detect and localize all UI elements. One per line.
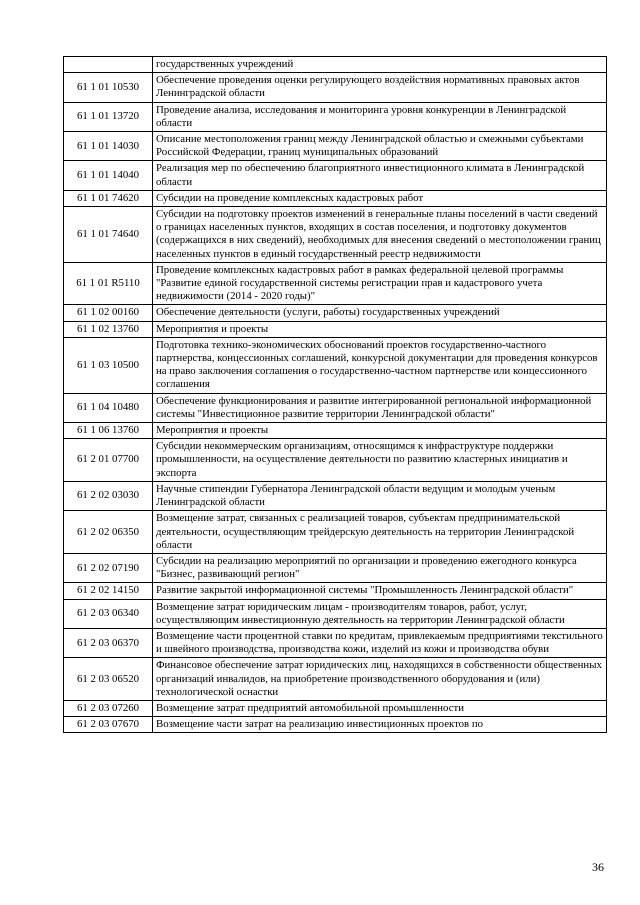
table-row	[64, 511, 607, 554]
row-name: Возмещение части затрат на реализацию инвестиционных проектов по	[153, 717, 607, 733]
row-name: государственных учреждений	[153, 57, 607, 73]
table-row	[64, 423, 607, 439]
table-row	[64, 321, 607, 337]
row-name: Возмещение части процентной ставки по кредитам, привлекаемым предприятиями текстильного и швейного производства, производства кожи, изделий из кожи и производства обуви	[153, 628, 607, 657]
table-row	[64, 481, 607, 510]
table-row	[64, 161, 607, 190]
row-code: 61 2 02 14150	[64, 583, 153, 599]
row-name: Субсидии на реализацию мероприятий по организации и проведению ежегодного конкурса "Бизнес, развивающий регион"	[153, 553, 607, 582]
row-name: Обеспечение деятельности (услуги, работы) государственных учреждений	[153, 305, 607, 321]
table-row	[64, 305, 607, 321]
table-row	[64, 439, 607, 482]
row-name: Субсидии на подготовку проектов изменений в генеральные планы поселений в части сведений о границах населенных пунктов, входящих в состав поселения, и подготовку документов (содержащихся в них сведений), необходимых для внесения сведений о местоположении границ населенных пунктов в единый государственный реестр недвижимости	[153, 207, 607, 263]
row-code: 61 2 01 07700	[64, 439, 153, 482]
row-code: 61 1 04 10480	[64, 393, 153, 422]
table-row	[64, 553, 607, 582]
row-code: 61 1 01 74640	[64, 207, 153, 263]
row-name: Субсидии на проведение комплексных кадастровых работ	[153, 190, 607, 206]
budget-classification-table	[63, 56, 607, 733]
table-row	[64, 337, 607, 393]
row-code: 61 1 01 R5110	[64, 262, 153, 305]
row-code: 61 2 03 07260	[64, 700, 153, 716]
row-code: 61 2 03 07670	[64, 717, 153, 733]
table-row	[64, 658, 607, 701]
table-row	[64, 393, 607, 422]
row-code: 61 1 01 10530	[64, 73, 153, 102]
table-row	[64, 583, 607, 599]
table-row	[64, 700, 607, 716]
table-body	[64, 57, 607, 733]
row-code	[64, 57, 153, 73]
table-row	[64, 190, 607, 206]
table-row	[64, 599, 607, 628]
row-code: 61 1 02 00160	[64, 305, 153, 321]
row-code: 61 2 03 06520	[64, 658, 153, 701]
page-number: 36	[592, 860, 604, 874]
row-code: 61 1 01 13720	[64, 102, 153, 131]
row-name: Обеспечение проведения оценки регулирующего воздействия нормативных правовых актов Ленинградской области	[153, 73, 607, 102]
row-code: 61 2 02 07190	[64, 553, 153, 582]
row-name: Описание местоположения границ между Ленинградской областью и смежными субъектами Российской Федерации, границ муниципальных образований	[153, 132, 607, 161]
table-row	[64, 57, 607, 73]
row-code: 61 1 06 13760	[64, 423, 153, 439]
row-name: Возмещение затрат юридическим лицам - производителям товаров, работ, услуг, осуществляющим инвестиционную деятельность на территории Ленинградской области	[153, 599, 607, 628]
row-name: Мероприятия и проекты	[153, 423, 607, 439]
row-name: Субсидии некоммерческим организациям, относящимся к инфраструктуре поддержки промышленности, на осуществление деятельности по развитию кластерных инициатив и экспорта	[153, 439, 607, 482]
row-code: 61 1 03 10500	[64, 337, 153, 393]
table-row	[64, 207, 607, 263]
row-code: 61 2 03 06370	[64, 628, 153, 657]
row-name: Развитие закрытой информационной системы "Промышленность Ленинградской области"	[153, 583, 607, 599]
row-name: Финансовое обеспечение затрат юридических лиц, находящихся в собственности общественных организаций инвалидов, на приобретение производственного оборудования и (или) технологической оснастки	[153, 658, 607, 701]
table-row	[64, 262, 607, 305]
row-name: Возмещение затрат, связанных с реализацией товаров, субъектам предпринимательской деятельности, осуществляющим трейдерскую деятельность на территории Ленинградской области	[153, 511, 607, 554]
table-row	[64, 73, 607, 102]
row-code: 61 1 01 14040	[64, 161, 153, 190]
row-code: 61 1 01 14030	[64, 132, 153, 161]
row-code: 61 1 01 74620	[64, 190, 153, 206]
table-row	[64, 628, 607, 657]
row-name: Реализация мер по обеспечению благоприятного инвестиционного климата в Ленинградской области	[153, 161, 607, 190]
row-name: Мероприятия и проекты	[153, 321, 607, 337]
row-name: Научные стипендии Губернатора Ленинградской области ведущим и молодым ученым Ленинградской области	[153, 481, 607, 510]
row-name: Возмещение затрат предприятий автомобильной промышленности	[153, 700, 607, 716]
row-name: Проведение комплексных кадастровых работ в рамках федеральной целевой программы "Развитие единой государственной системы регистрации прав и кадастрового учета недвижимости (2014 - 2020 годы)"	[153, 262, 607, 305]
row-name: Проведение анализа, исследования и мониторинга уровня конкуренции в Ленинградской области	[153, 102, 607, 131]
table-row	[64, 132, 607, 161]
table-row	[64, 102, 607, 131]
table-row	[64, 717, 607, 733]
row-name: Обеспечение функционирования и развитие интегрированной региональной информационной системы "Инвестиционное развитие территории Ленинградской области"	[153, 393, 607, 422]
row-code: 61 2 03 06340	[64, 599, 153, 628]
row-code: 61 2 02 03030	[64, 481, 153, 510]
row-name: Подготовка технико-экономических обоснований проектов государственно-частного партнерства, концессионных соглашений, конкурсной документации для проведения конкурсов на право заключения соглашения о государственно-частном партнерстве или концессионного соглашения	[153, 337, 607, 393]
row-code: 61 2 02 06350	[64, 511, 153, 554]
row-code: 61 1 02 13760	[64, 321, 153, 337]
